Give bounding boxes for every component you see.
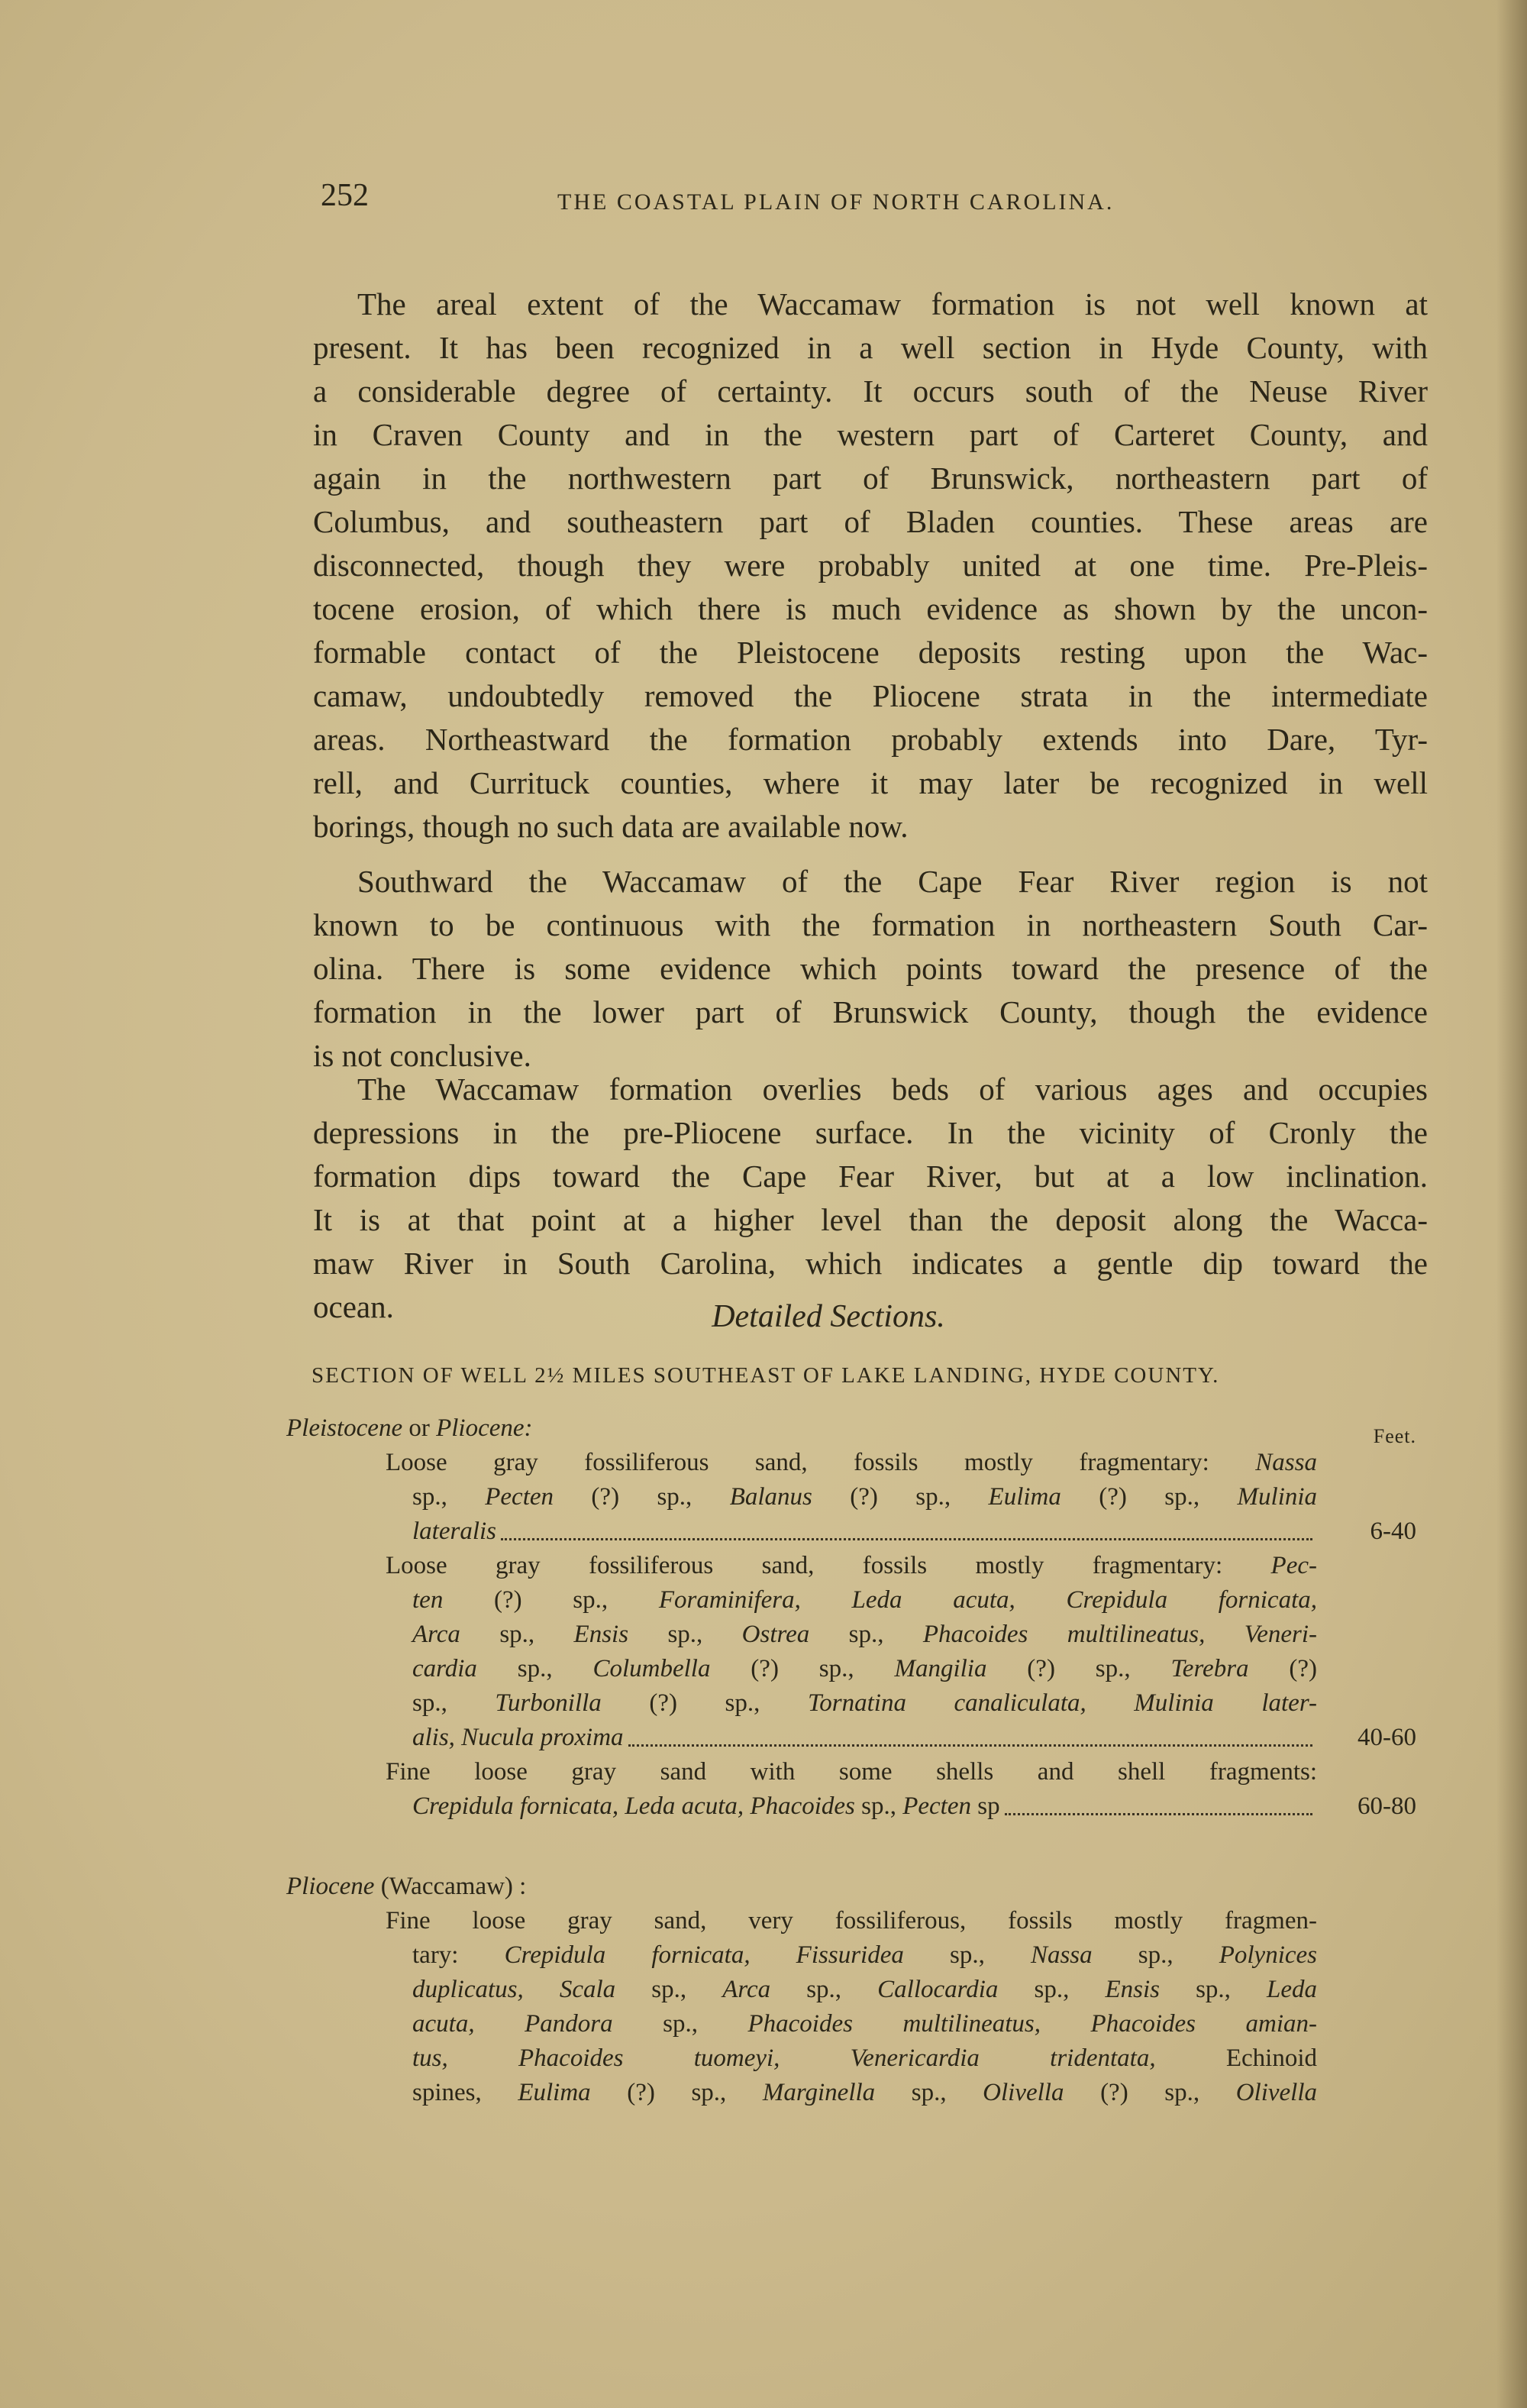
subheading: Detailed Sections. [712,1299,945,1334]
taxon-name: Nassa [1030,1941,1093,1969]
text-segment: sp., [1159,1976,1267,2003]
taxon-name: Pliocene: [436,1414,533,1442]
page-edge-shadow [1496,0,1527,2408]
feet-column-header: Feet. [1373,1425,1416,1447]
taxon-name: Mangilia [894,1655,987,1682]
taxon-name: Pec- [1270,1552,1317,1579]
text-segment: sp., [854,1792,903,1820]
taxon-name: Balanus [729,1483,812,1511]
section-row [286,1789,1416,1824]
text-segment: (?) sp., [986,1655,1171,1682]
paragraph [313,860,1428,1078]
section-row [286,1721,1416,1755]
taxon-name: Tornatina canaliculata, Mulinia later- [807,1689,1318,1717]
section-row [286,1446,1416,1480]
taxon-name: Olivella [983,2079,1064,2106]
section-row [286,1904,1416,1938]
text-line: is not conclusive. [313,1038,531,1073]
text-segment: sp., [412,1483,486,1511]
taxon-name: Columbella [592,1655,711,1682]
taxon-name: Crepidula fornicata, Fissuridea [504,1941,904,1969]
text-line: again in the northwestern part of Brunswick, northeastern part of [313,461,1428,496]
taxon-name: Leda [1267,1976,1318,2003]
section-row [286,1973,1416,2007]
taxon-name: Marginella [762,2079,876,2106]
taxon-name: ten [412,1586,444,1614]
taxon-name: Ensis [1105,1976,1160,2003]
taxon-name: Arca [722,1976,771,2003]
taxon-name: tus, Phacoides tuomeyi, Venericardia tridentata, [412,2044,1156,2072]
text-line: borings, though no such data are available now. [313,809,909,844]
section-row [286,2076,1416,2110]
text-line: in Craven County and in the western part of Carteret County, and [313,417,1428,452]
text-line: It is at that point at a higher level than the deposit along the Wacca- [313,1202,1428,1237]
text-line: olina. There is some evidence which points toward the presence of the [313,951,1428,986]
depth-feet: 60-80 [1358,1792,1416,1820]
text-segment: (?) sp., [554,1483,730,1511]
text-segment: tary: [412,1941,505,1969]
section-row [286,1652,1416,1686]
text-line: rell, and Currituck counties, where it may later be recognized in well [313,765,1428,800]
text-line: areas. Northeastward the formation probably extends into Dare, Tyr- [313,722,1428,757]
text-line: depressions in the pre-Pliocene surface. In the vicinity of Cronly the [313,1115,1428,1150]
taxon-name: Eulima [518,2079,591,2106]
section-row [286,1938,1416,1973]
text-segment: (?) sp., [1061,1483,1238,1511]
text-segment: (?) sp., [710,1655,895,1682]
section-row [286,1411,1416,1446]
text-segment: spines, [412,2079,518,2106]
taxon-name: alis, Nucula proxima [412,1724,624,1751]
text-line: formable contact of the Pleistocene deposits resting upon the Wac- [313,635,1428,670]
dot-leader [628,1744,1312,1747]
taxon-name: Crepidula fornicata, Leda acuta, Phacoides [412,1792,855,1820]
text-line: known to be continuous with the formation in northeastern South Car- [313,907,1428,942]
text-segment: sp., [612,2010,748,2038]
text-segment: sp., [412,1689,496,1717]
text-segment: sp., [770,1976,878,2003]
taxon-name: Pecten [902,1792,972,1820]
taxon-name: Pliocene [286,1873,375,1900]
taxon-name: Terebra [1170,1655,1249,1682]
section-row [286,1583,1416,1618]
text-line: Southward the Waccamaw of the Cape Fear River region is not [357,864,1428,899]
text-segment: (?) sp., [1064,2079,1236,2106]
section-title: SECTION OF WELL 2½ MILES SOUTHEAST OF LAKE LANDING, HYDE COUNTY. [312,1363,1220,1388]
taxon-name: Arca [412,1621,460,1648]
text-line: disconnected, though they were probably united at one time. Pre-Pleis- [313,548,1428,583]
section-row [286,2007,1416,2041]
taxon-name: Ensis [573,1621,629,1648]
text-line: formation dips toward the Cape Fear River, but at a low inclination. [313,1159,1428,1194]
text-segment: Loose gray fossiliferous sand, fossils mostly fragmentary: [386,1552,1271,1579]
text-segment: sp., [1092,1941,1219,1969]
taxon-name: Pecten [485,1483,554,1511]
text-segment: Fine loose gray sand, very fossiliferous, fossils mostly fragmen- [386,1907,1317,1934]
depth-feet: 40-60 [1358,1724,1416,1751]
text-segment: sp., [903,1941,1031,1969]
spacer [286,1824,1416,1870]
taxon-name: Callocardia [877,1976,999,2003]
taxon-name: lateralis [412,1518,497,1545]
taxon-name: Mulinia [1237,1483,1318,1511]
text-segment: (?) sp., [443,1586,659,1614]
text-segment: sp., [476,1655,593,1682]
text-segment: sp., [875,2079,983,2106]
section-row [286,1686,1416,1721]
section-row [286,2041,1416,2076]
section-row [286,1618,1416,1652]
section-row [286,1480,1416,1514]
text-line: Columbus, and southeastern part of Bladen counties. These areas are [313,504,1428,539]
depth-feet: 6-40 [1370,1518,1416,1545]
text-segment: sp., [615,1976,723,2003]
text-segment: (?) sp., [590,2079,763,2106]
text-segment: sp [971,1792,1000,1820]
taxon-name: Nassa [1255,1449,1317,1476]
text-segment: (?) [1248,1655,1318,1682]
text-segment: (?) sp., [812,1483,989,1511]
dot-leader [1005,1813,1312,1815]
section-row [286,1514,1416,1549]
taxon-name: Phacoides multilineatus, Phacoides amian- [747,2010,1318,2038]
text-line: present. It has been recognized in a well section in Hyde County, with [313,330,1428,365]
text-segment: sp., [998,1976,1106,2003]
text-segment: (Waccamaw) : [374,1873,527,1900]
text-line: formation in the lower part of Brunswick County, though the evidence [313,994,1428,1029]
page-number: 252 [321,178,369,213]
paragraph [313,283,1428,848]
section-table [286,1411,1416,2110]
section-row [286,1755,1416,1789]
text-segment: sp., [809,1621,923,1648]
section-row [286,1870,1416,1904]
text-line: maw River in South Carolina, which indicates a gentle dip toward the [313,1246,1428,1281]
taxon-name: Polynices [1219,1941,1317,1969]
taxon-name: Pleistocene [286,1414,403,1442]
taxon-name: Foraminifera, Leda acuta, Crepidula fornicata, [658,1586,1317,1614]
text-line: The areal extent of the Waccamaw formation is not well known at [357,286,1428,322]
taxon-name: Ostrea [741,1621,810,1648]
taxon-name: Eulima [988,1483,1061,1511]
text-line: tocene erosion, of which there is much evidence as shown by the uncon- [313,591,1428,626]
text-segment: or [402,1414,437,1442]
text-segment: (?) sp., [601,1689,808,1717]
text-segment: Loose gray fossiliferous sand, fossils mostly fragmentary: [386,1449,1256,1476]
section-row [286,1549,1416,1583]
taxon-name: Turbonilla [495,1689,602,1717]
taxon-name: duplicatus, Scala [412,1976,616,2003]
taxon-name: acuta, Pandora [412,2010,613,2038]
text-segment: Fine loose gray sand with some shells and shell fragments: [386,1758,1317,1786]
taxon-name: Phacoides multilineatus, Veneri- [922,1621,1317,1648]
text-segment: sp., [628,1621,742,1648]
text-segment: sp., [460,1621,574,1648]
text-line: a considerable degree of certainty. It occurs south of the Neuse River [313,373,1428,409]
dot-leader [501,1538,1312,1540]
paragraph [313,1068,1428,1329]
running-title: THE COASTAL PLAIN OF NORTH CAROLINA. [557,189,1115,215]
text-segment: Echinoid [1155,2044,1317,2072]
text-line: The Waccamaw formation overlies beds of various ages and occupies [357,1071,1428,1107]
taxon-name: cardia [412,1655,477,1682]
taxon-name: Olivella [1235,2079,1318,2106]
text-line: ocean. [313,1289,394,1324]
text-line: camaw, undoubtedly removed the Pliocene strata in the intermediate [313,678,1428,713]
